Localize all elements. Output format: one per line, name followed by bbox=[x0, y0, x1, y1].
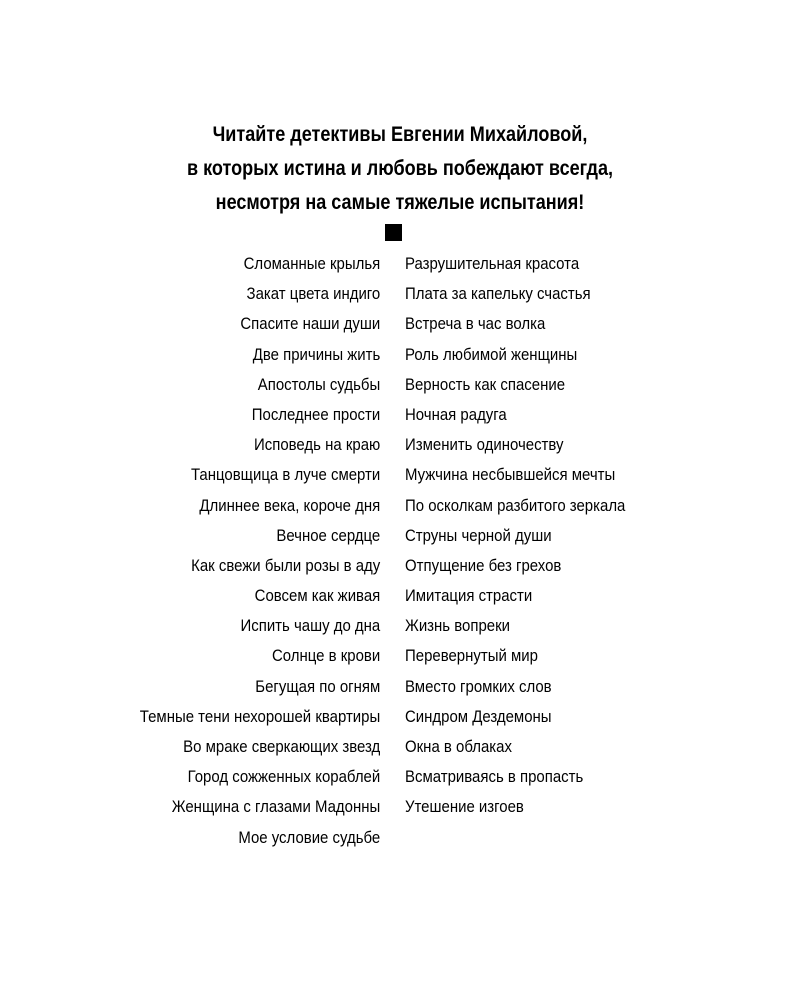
book-title: Танцовщица в луче смерти bbox=[190, 465, 380, 485]
book-title: Разрушительная красота bbox=[405, 254, 580, 273]
book-title: Апостолы судьбы bbox=[257, 374, 380, 394]
book-title: Мужчина несбывшейся мечты bbox=[405, 465, 616, 485]
book-title: Плата за капельку счастья bbox=[405, 284, 591, 304]
book-title: По осколкам разбитого зеркала bbox=[405, 495, 626, 515]
book-title: Всматриваясь в пропасть bbox=[405, 767, 584, 787]
book-title: Роль любимой женщины bbox=[405, 344, 578, 364]
book-title: Две причины жить bbox=[252, 344, 380, 364]
book-title: Последнее прости bbox=[251, 404, 380, 424]
book-title: Бегущая по огням bbox=[255, 676, 380, 696]
book-title: Отпущение без грехов bbox=[405, 555, 562, 575]
book-title: Совсем как живая bbox=[254, 586, 380, 606]
book-title: Имитация страсти bbox=[405, 586, 533, 606]
book-title: Мое условие судьбе bbox=[238, 827, 380, 847]
book-list-left bbox=[140, 249, 380, 853]
book-title: Ночная радуга bbox=[405, 404, 507, 424]
book-title: Исповедь на краю bbox=[253, 435, 380, 455]
book-title: Во мраке сверкающих звезд bbox=[182, 737, 380, 756]
heading-line: Читайте детективы Евгении Михайловой, bbox=[212, 123, 588, 146]
book-title: Длиннее века, короче дня bbox=[199, 495, 380, 515]
book-title: Встреча в час волка bbox=[405, 314, 546, 334]
book-title: Утешение изгоев bbox=[405, 797, 524, 817]
book-title: Струны черной души bbox=[405, 525, 552, 545]
heading-line: несмотря на самые тяжелые испытания! bbox=[215, 191, 585, 214]
book-title: Темные тени нехорошей квартиры bbox=[139, 706, 380, 726]
book-title: Как свежи были розы в аду bbox=[190, 555, 380, 575]
book-title: Закат цвета индиго bbox=[246, 284, 380, 304]
book-list-right bbox=[405, 249, 625, 823]
book-title: Спасите наши души bbox=[240, 314, 380, 334]
book-title: Женщина с глазами Мадонны bbox=[171, 797, 380, 817]
book-title: Солнце в крови bbox=[271, 646, 380, 666]
book-title: Синдром Дездемоны bbox=[405, 706, 552, 726]
book-title: Город сожженных кораблей bbox=[187, 767, 380, 787]
book-title: Верность как спасение bbox=[405, 374, 566, 394]
book-title: Вместо громких слов bbox=[405, 676, 552, 696]
book-title: Перевернутый мир bbox=[405, 646, 538, 666]
book-title: Окна в облаках bbox=[405, 737, 512, 756]
promo-heading bbox=[56, 118, 744, 220]
heading-line: в которых истина и любовь побеждают всегда, bbox=[186, 157, 614, 180]
book-title: Испить чашу до дна bbox=[240, 616, 380, 636]
book-title: Жизнь вопреки bbox=[405, 616, 510, 636]
book-title: Изменить одиночеству bbox=[405, 435, 564, 455]
book-title: Вечное сердце bbox=[276, 525, 380, 545]
separator-square bbox=[385, 224, 402, 241]
book-title: Сломанные крылья bbox=[243, 254, 380, 273]
